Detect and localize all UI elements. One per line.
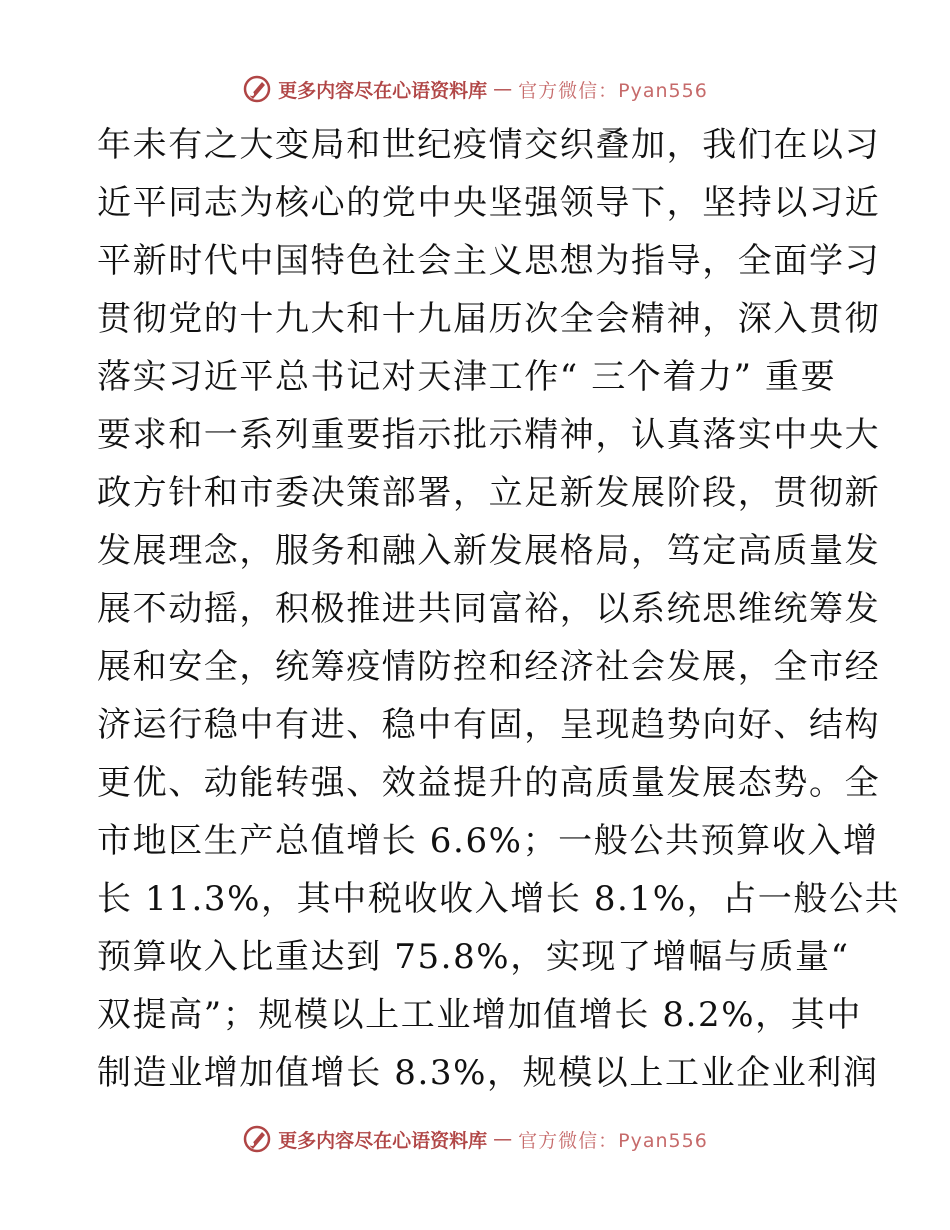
watermark-wechat: 官方微信：Pyan556: [518, 79, 708, 102]
body-line: 双提高”；规模以上工业增加值增长 8.2%，其中: [97, 995, 862, 1035]
watermark-title: 更多内容尽在心语资料库: [278, 79, 488, 102]
body-line: 展不动摇，积极推进共同富裕，以系统思维统筹发: [97, 589, 881, 629]
body-line: 展和安全，统筹疫情防控和经济社会发展，全市经: [97, 647, 881, 687]
body-line: 济运行稳中有进、稳中有固，呈现趋势向好、结构: [97, 705, 881, 745]
document-body: [97, 116, 901, 1102]
footer-watermark: [0, 1122, 950, 1156]
body-line: 更优、动能转强、效益提升的高质量发展态势。全: [97, 763, 881, 803]
watermark-dash: —: [493, 78, 513, 100]
watermark-wechat: 官方微信：Pyan556: [518, 1129, 708, 1152]
header-watermark: [0, 72, 950, 106]
watermark-dash: —: [493, 1128, 513, 1150]
body-line: 年未有之大变局和世纪疫情交织叠加，我们在以习: [97, 125, 881, 165]
body-line: 贯彻党的十九大和十九届历次全会精神，深入贯彻: [97, 299, 881, 339]
body-line: 制造业增加值增长 8.3%，规模以上工业企业利润: [97, 1053, 879, 1093]
body-line: 预算收入比重达到 75.8%，实现了增幅与质量“: [97, 937, 850, 977]
body-line: 平新时代中国特色社会主义思想为指导，全面学习: [97, 241, 881, 281]
body-line: 发展理念，服务和融入新发展格局，笃定高质量发: [97, 531, 881, 571]
body-line: 市地区生产总值增长 6.6%；一般公共预算收入增: [97, 821, 879, 861]
body-line: 长 11.3%，其中税收收入增长 8.1%，占一般公共: [97, 879, 901, 919]
body-line: 近平同志为核心的党中央坚强领导下，坚持以习近: [97, 183, 881, 223]
watermark-title: 更多内容尽在心语资料库: [278, 1129, 488, 1152]
pen-logo-icon: [242, 74, 272, 104]
body-line: 落实习近平总书记对天津工作“ 三个着力” 重要: [97, 357, 837, 397]
pen-logo-icon: [242, 1124, 272, 1154]
body-line: 要求和一系列重要指示批示精神，认真落实中央大: [97, 415, 881, 455]
body-line: 政方针和市委决策部署，立足新发展阶段，贯彻新: [97, 473, 881, 513]
